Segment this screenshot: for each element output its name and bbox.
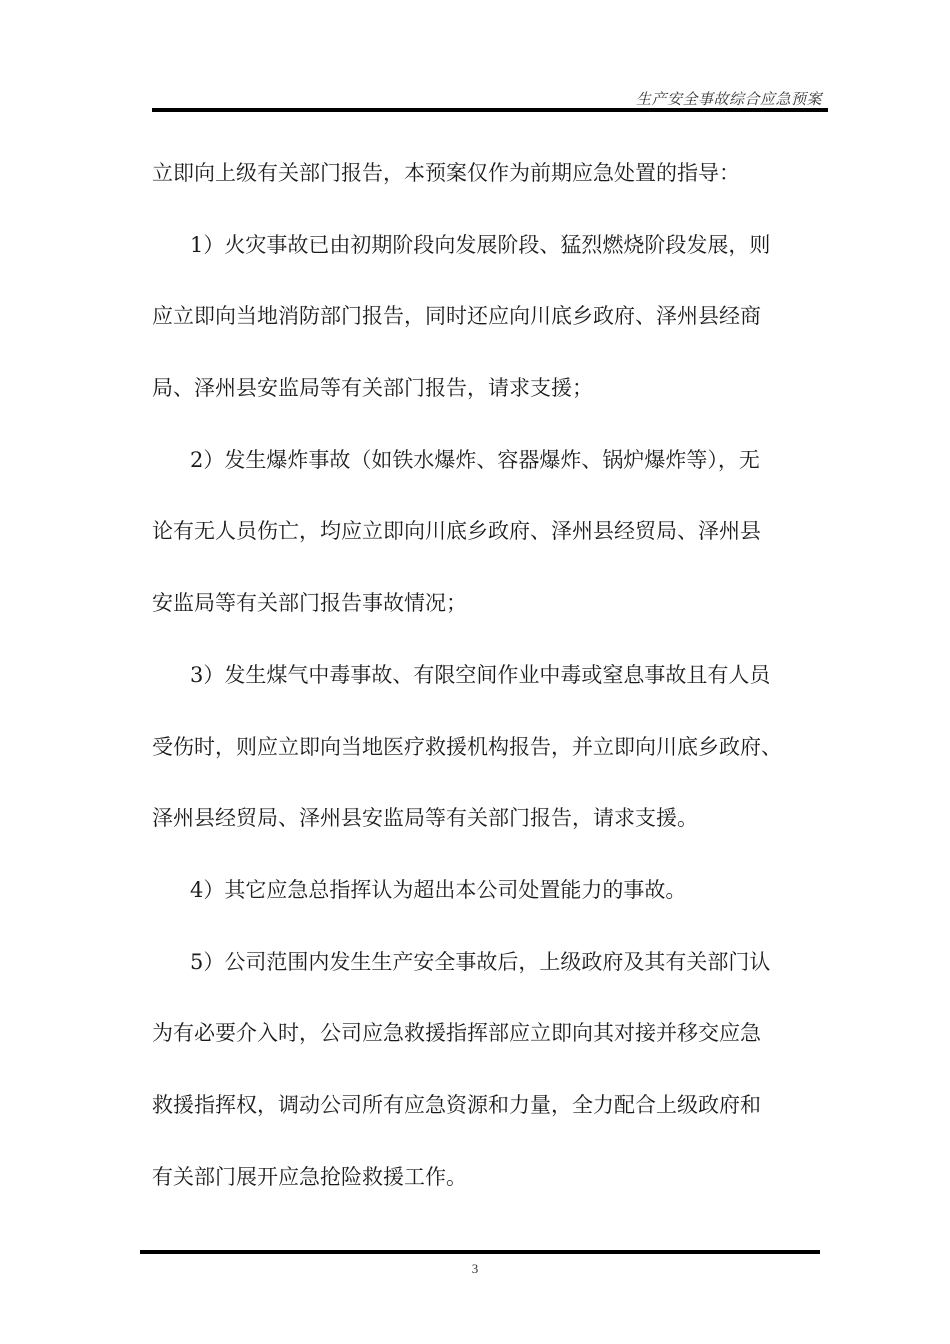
document-body (152, 138, 832, 1213)
footer-divider (140, 1250, 820, 1254)
body-line: 立即向上级有关部门报告，本预案仅作为前期应急处置的指导： (152, 161, 740, 185)
body-line: 应立即向当地消防部门报告，同时还应向川底乡政府、泽州县经商 (152, 304, 761, 329)
body-line: 1）火灾事故已由初期阶段向发展阶段、猛烈燃烧阶段发展，则 (190, 232, 771, 257)
body-line: 为有必要介入时，公司应急救援指挥部应立即向其对接并移交应急 (152, 1021, 761, 1046)
body-line: 3）发生煤气中毒事故、有限空间作业中毒或窒息事故且有人员 (190, 662, 771, 687)
running-header-title: 生产安全事故综合应急预案 (635, 90, 822, 108)
body-line: 2）发生爆炸事故（如铁水爆炸、容器爆炸、锅炉爆炸等），无 (190, 447, 760, 472)
body-line: 泽州县经贸局、泽州县安监局等有关部门报告，请求支援。 (152, 806, 698, 831)
header-divider (152, 108, 828, 112)
body-line: 有关部门展开应急抢险救援工作。 (152, 1164, 467, 1189)
body-line: 4）其它应急总指挥认为超出本公司处置能力的事故。 (190, 877, 687, 902)
body-line: 5）公司范围内发生生产安全事故后，上级政府及其有关部门认 (190, 949, 771, 974)
page-number: 3 (471, 1261, 479, 1276)
body-line: 救援指挥权，调动公司所有应急资源和力量，全力配合上级政府和 (152, 1092, 761, 1117)
body-line: 安监局等有关部门报告事故情况； (152, 591, 467, 616)
body-line: 局、泽州县安监局等有关部门报告，请求支援； (152, 376, 593, 401)
body-line: 受伤时，则应立即向当地医疗救援机构报告，并立即向川底乡政府、 (152, 734, 782, 759)
body-line: 论有无人员伤亡，均应立即向川底乡政府、泽州县经贸局、泽州县 (152, 519, 761, 544)
